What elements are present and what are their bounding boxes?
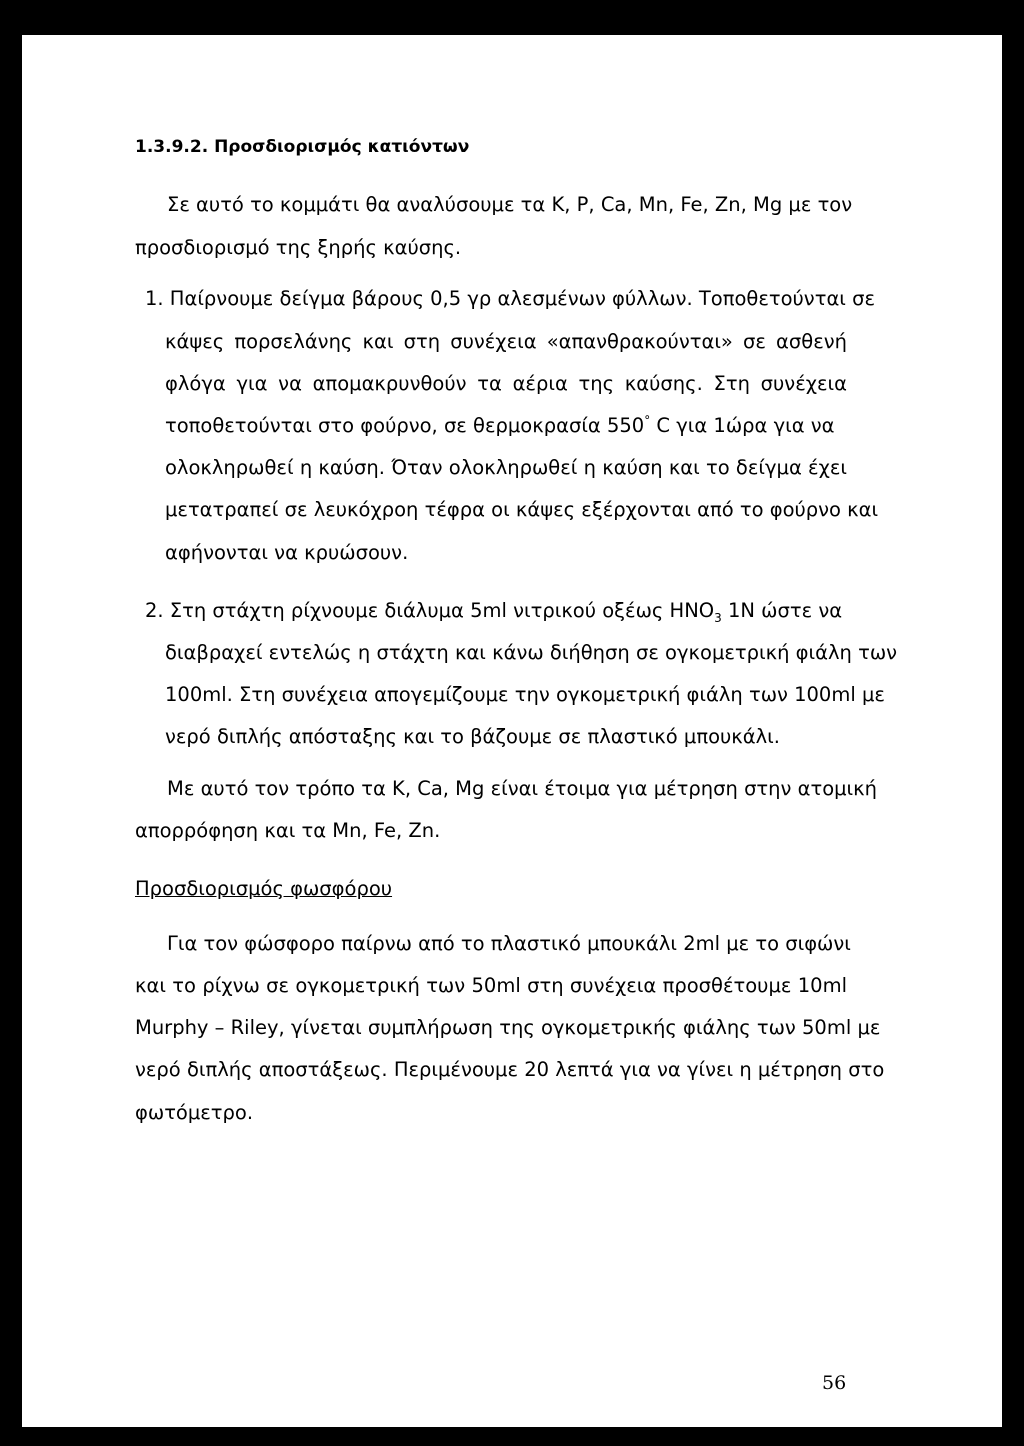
- page-number: 56: [822, 1372, 847, 1394]
- phosphorus-line-4: νερό διπλής αποστάξεως. Περιμένουμε 20 λεπτά για να γίνει η μέτρηση στο: [135, 1058, 885, 1081]
- intro-line-1: Σε αυτό το κομμάτι θα αναλύσουμε τα K, P, Ca, Mn, Fe, Zn, Mg με τον: [167, 193, 853, 216]
- step2-line-4: νερό διπλής απόσταξης και το βάζουμε σε πλαστικό μπουκάλι.: [165, 725, 780, 748]
- step1-line-4-text: τοποθετούνται στο φούρνο, σε θερμοκρασία 550° C για 1ώρα για να: [165, 413, 835, 437]
- step1-line-1: 1. Παίρνουμε δείγμα βάρους 0,5 γρ αλεσμένων φύλλων. Τοποθετούνται σε: [145, 287, 875, 310]
- step1-line-4: [165, 414, 847, 438]
- phosphorus-line-2: και το ρίχνω σε ογκομετρική των 50ml στη συνέχεια προσθέτουμε 10ml: [135, 974, 847, 997]
- step1-line-3: φλόγα για να απομακρυνθούν τα αέρια της καύσης. Στη συνέχεια: [165, 372, 847, 395]
- conclusion-line-1: Με αυτό τον τρόπο τα K, Ca, Mg είναι έτοιμα για μέτρηση στην ατομική: [167, 777, 877, 800]
- phosphorus-subheading: Προσδιορισμός φωσφόρου: [135, 877, 393, 900]
- step2-line-3: 100ml. Στη συνέχεια απογεμίζουμε την ογκομετρική φιάλη των 100ml με: [165, 683, 885, 706]
- phosphorus-line-5: φωτόμετρο.: [135, 1101, 254, 1124]
- conclusion-line-2: απορρόφηση και τα Mn, Fe, Zn.: [135, 819, 441, 842]
- section-heading: 1.3.9.2. Προσδιορισμός κατιόντων: [135, 137, 470, 157]
- document-page: [22, 35, 1002, 1427]
- phosphorus-line-3: Murphy – Riley, γίνεται συμπλήρωση της ογκομετρικής φιάλης των 50ml με: [135, 1016, 881, 1039]
- step1-line-6: μετατραπεί σε λευκόχροη τέφρα οι κάψες εξέρχονται από το φούρνο και: [165, 498, 879, 521]
- step2-line-1: 2. Στη στάχτη ρίχνουμε διάλυμα 5ml νιτρικού οξέως $HNO_3$ 1N ώστε να: [145, 599, 843, 625]
- step1-line-5: ολοκληρωθεί η καύση. Όταν ολοκληρωθεί η καύση και το δείγμα έχει: [165, 456, 847, 479]
- phosphorus-line-1: Για τον φώσφορο παίρνω από το πλαστικό μπουκάλι 2ml με το σιφώνι: [167, 932, 851, 955]
- step1-line-2: κάψες πορσελάνης και στη συνέχεια «απανθρακούνται» σε ασθενή: [165, 330, 847, 353]
- step1-line-7: αφήνονται να κρυώσουν.: [165, 541, 409, 564]
- intro-line-2: προσδιορισμό της ξηρής καύσης.: [135, 236, 462, 259]
- step2-line-2: διαβραχεί εντελώς η στάχτη και κάνω διήθηση σε ογκομετρική φιάλη των: [165, 641, 898, 664]
